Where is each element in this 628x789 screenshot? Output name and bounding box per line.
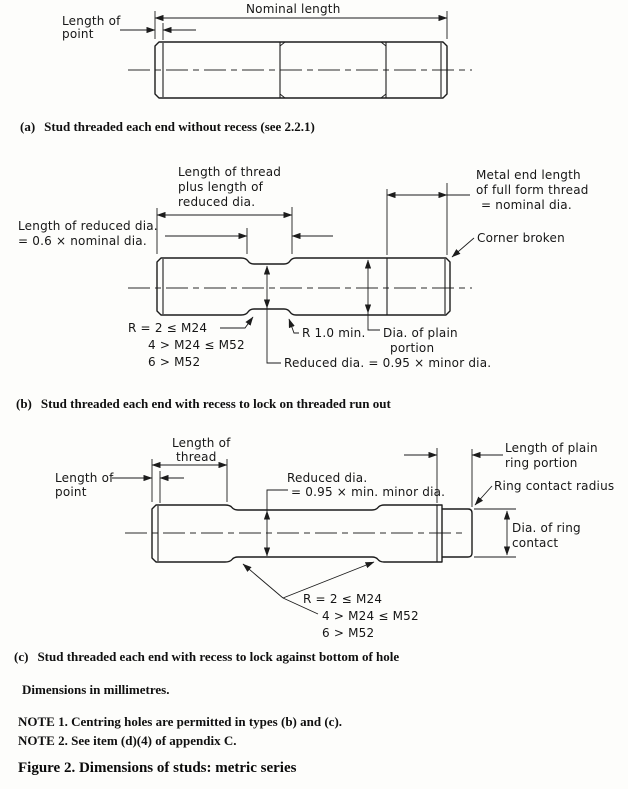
caption-a-body: Stud threaded each end without recess (see [44, 119, 282, 134]
label-corner-broken: Corner broken [477, 231, 565, 245]
label-length-of-point: Length of [62, 14, 121, 28]
label-thread-plus-reduced: reduced dia. [178, 195, 256, 209]
note-2: NOTE 2. See item (d)(4) of appendix C. [18, 733, 237, 748]
label-length-of-point: point [55, 485, 87, 499]
leader-arrow [475, 486, 492, 505]
label-thread-plus-reduced: Length of thread [178, 165, 282, 179]
label-dia-plain: portion [390, 341, 435, 355]
leader-line [267, 308, 281, 363]
caption-a-prefix: (a) [20, 119, 36, 134]
label-r-min: R 1.0 min. [302, 326, 366, 340]
figure-caption: Figure 2. Dimensions of studs: metric series [18, 760, 297, 776]
label-ring-contact-radius: Ring contact radius [494, 479, 615, 493]
label-thread-plus-reduced: plus length of [178, 180, 264, 194]
leader-arrow [452, 238, 474, 257]
diagram-b-drawing [18, 165, 589, 370]
leader-arrow [243, 564, 283, 598]
label-r-values: R = 2 ≤ M24 [128, 321, 208, 335]
label-reduced-dia: Reduced dia. = 0.95 × minor dia. [284, 356, 492, 370]
label-dia-ring: contact [512, 536, 559, 550]
label-length-reduced: = 0.6 × nominal dia. [18, 234, 147, 248]
label-r-values: 6 > M52 [322, 626, 375, 640]
label-plain-ring: Length of plain [505, 441, 598, 455]
diagram-c-drawing [55, 436, 614, 640]
label-metal-end: Metal end length [476, 168, 581, 182]
label-length-of-thread: Length of [172, 436, 231, 450]
leader-arrow [289, 319, 299, 333]
note-1: NOTE 1. Centring holes are permitted in types (b) and (c). [18, 714, 343, 729]
caption-b-body: Stud threaded each end with recess to lock on threaded run out [40, 396, 391, 411]
label-r-values: 4 > M24 ≤ M52 [148, 338, 245, 352]
caption-b [16, 396, 391, 412]
label-metal-end: of full form thread [476, 183, 589, 197]
caption-c [14, 649, 399, 665]
label-r-values: R = 2 ≤ M24 [303, 592, 383, 606]
label-metal-end: = nominal dia. [481, 198, 572, 212]
caption-a [20, 119, 315, 135]
label-length-of-thread: thread [176, 450, 217, 464]
label-r-values: 6 > M52 [148, 355, 201, 369]
label-reduced-dia: = 0.95 × min. minor dia. [291, 485, 446, 499]
caption-c-prefix: (c) [14, 649, 29, 664]
label-nominal-length: Nominal length [246, 2, 341, 16]
caption-b-prefix: (b) [16, 396, 32, 411]
caption-a-suffix: ) [310, 119, 315, 134]
stud-outline-c [152, 505, 442, 562]
label-dia-plain: Dia. of plain [383, 326, 458, 340]
label-dia-ring: Dia. of ring [512, 521, 581, 535]
stud-outline-b [157, 258, 450, 315]
caption-c-body: Stud threaded each end with recess to lock against bottom of hole [37, 649, 400, 664]
label-r-values: 4 > M24 ≤ M52 [322, 609, 419, 623]
diagram-a-drawing [62, 2, 472, 98]
label-length-of-point: Length of [55, 471, 114, 485]
label-reduced-dia: Reduced dia. [287, 471, 368, 485]
label-length-reduced: Length of reduced dia. [18, 219, 158, 233]
caption-a-ref: 2.2.1 [284, 119, 311, 134]
leader-arrow [220, 317, 253, 328]
units-note: Dimensions in millimetres. [22, 682, 170, 697]
label-plain-ring: ring portion [505, 456, 578, 470]
label-length-of-point: point [62, 27, 94, 41]
leader-line [267, 490, 288, 511]
